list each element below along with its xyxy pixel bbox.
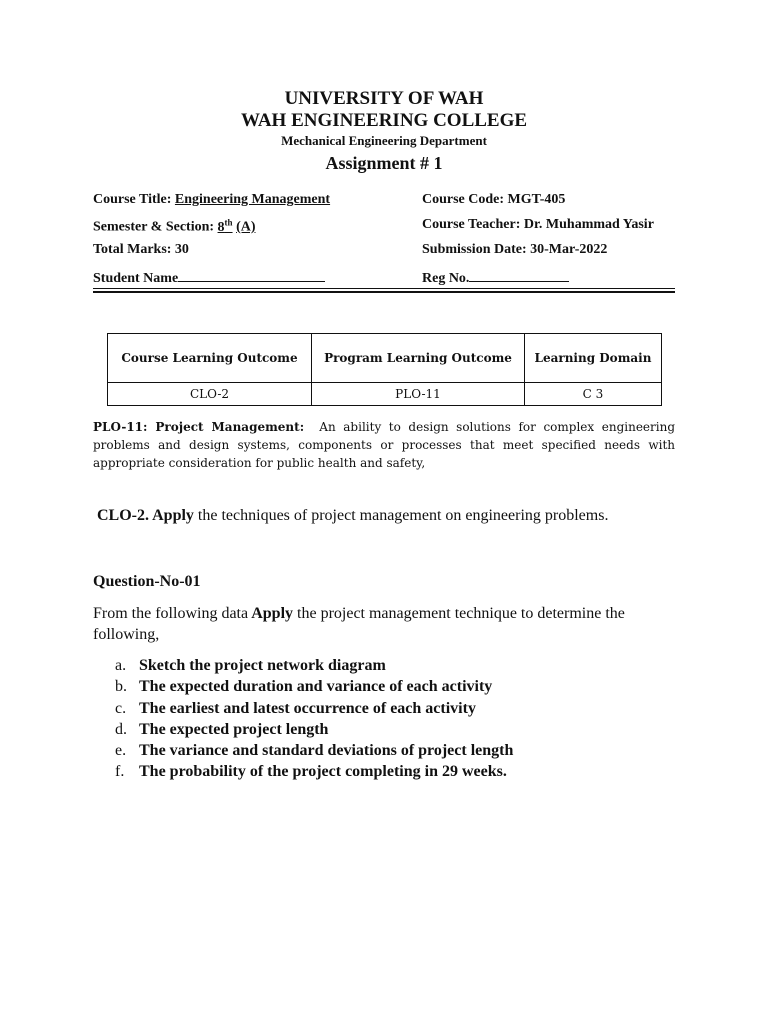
semester-number: 8 — [217, 219, 225, 235]
course-code: Course Code: MGT-405 — [422, 192, 566, 207]
item-text: The expected duration and variance of each activity — [139, 678, 493, 696]
info-row-marks — [93, 242, 675, 262]
item-marker: d. — [115, 720, 127, 738]
question-intro-after: the project management technique to determine the following, — [93, 605, 625, 643]
item-marker: a. — [115, 657, 127, 674]
clo-verb: Apply — [152, 507, 194, 524]
section-value: (A) — [236, 219, 256, 235]
semester-label: Semester & Section: — [93, 219, 215, 235]
item-text: The earliest and latest occurrence of each activity — [139, 699, 476, 717]
cell-domain: C 3 — [525, 383, 662, 406]
table-row — [108, 383, 662, 406]
item-marker: e. — [115, 742, 127, 760]
semester-suffix: th — [224, 217, 233, 227]
header-program-learning-outcome: Program Learning Outcome — [312, 334, 525, 383]
course-title-value: Engineering Management — [174, 192, 331, 207]
student-name-label: Student Name — [93, 271, 179, 286]
reg-no-blank[interactable] — [469, 268, 569, 282]
assignment-title: Assignment # 1 — [325, 153, 443, 173]
header-course-learning-outcome: Course Learning Outcome — [108, 334, 312, 383]
question-heading: Question-No-01 — [93, 573, 201, 590]
item-marker: c. — [115, 699, 127, 717]
outcomes-table — [107, 333, 662, 406]
clo-text: the techniques of project management on engineering problems. — [197, 507, 609, 524]
question-intro-before: From the following data — [93, 605, 249, 622]
student-name — [93, 268, 325, 287]
info-row-course — [93, 192, 675, 212]
item-marker: b. — [115, 678, 127, 696]
reg-no — [422, 268, 569, 287]
course-teacher: Course Teacher: Dr. Muhammad Yasir — [422, 217, 654, 232]
course-title-label: Course Title: — [93, 192, 172, 207]
college-name: WAH ENGINEERING COLLEGE — [240, 110, 528, 131]
question-intro — [93, 603, 675, 645]
plo-description — [93, 418, 675, 472]
department-name: Mechanical Engineering Department — [281, 133, 487, 148]
plo-label: PLO-11: Project Management: — [93, 420, 305, 434]
header-learning-domain: Learning Domain — [525, 334, 662, 383]
student-name-blank[interactable] — [178, 268, 325, 282]
header-divider-thin — [93, 288, 675, 289]
info-row-student — [93, 268, 675, 288]
clo-label: CLO-2. — [97, 507, 149, 524]
item-text: The variance and standard deviations of project length — [139, 742, 514, 760]
semester-value — [217, 217, 233, 235]
cell-clo: CLO-2 — [108, 383, 312, 406]
semester-section — [93, 217, 256, 236]
item-text: The probability of the project completing in 29 weeks. — [139, 763, 507, 781]
plo-text: An ability to design solutions for complex engineering problems and design systems, components or processes that meet specified needs with appropriate consideration for public health and safety, — [93, 420, 676, 470]
university-name: UNIVERSITY OF WAH — [284, 88, 484, 109]
cell-plo: PLO-11 — [312, 383, 525, 406]
outcomes-header-row — [108, 334, 662, 383]
clo-statement — [93, 505, 653, 526]
question-intro-verb: Apply — [251, 605, 294, 622]
item-text: Sketch the project network diagram — [139, 657, 386, 674]
item-marker: f. — [115, 763, 125, 781]
info-row-semester — [93, 217, 675, 237]
submission-date: Submission Date: 30-Mar-2022 — [422, 242, 608, 257]
reg-no-label: Reg No. — [422, 271, 470, 286]
header-divider-thick — [93, 291, 675, 293]
item-text: The expected project length — [139, 720, 329, 738]
course-title — [93, 192, 330, 208]
total-marks: Total Marks: 30 — [93, 242, 189, 257]
document-header — [0, 88, 768, 175]
